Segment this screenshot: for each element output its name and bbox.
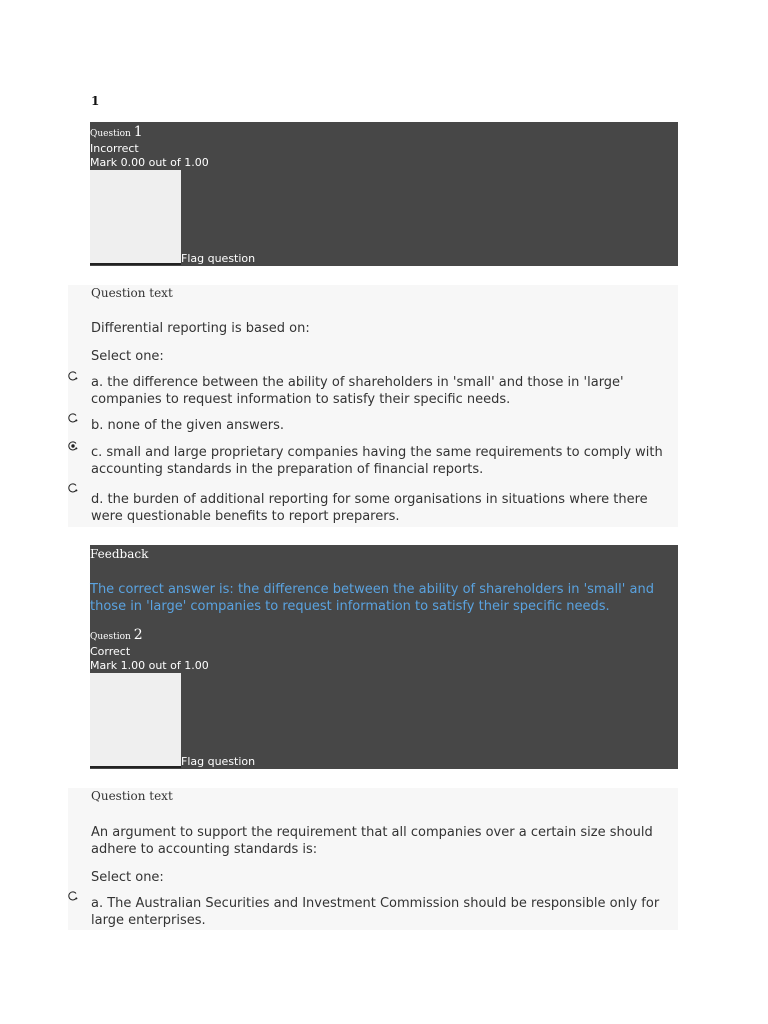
feedback-text: The correct answer is: the difference between the ability of shareholders in 'small' and those in 'large' companies to request information to satisfy their specific needs. (90, 582, 654, 614)
answer-text: a. the difference between the ability of shareholders in 'small' and those in 'large' companies to request information to satisfy their specific needs. (91, 375, 624, 407)
question-text-label: Question text (91, 286, 173, 300)
question-label: Question (90, 129, 131, 139)
feedback-label: Feedback (90, 547, 149, 561)
answer-option-a[interactable] (91, 374, 677, 408)
question-number (90, 125, 143, 141)
select-one-prompt: Select one: (91, 870, 164, 885)
question-2-info (90, 625, 678, 769)
radio-checked-icon[interactable] (68, 441, 78, 451)
select-one-prompt: Select one: (91, 349, 164, 364)
flag-question-link[interactable]: Flag question (181, 755, 256, 768)
feedback-panel (90, 545, 678, 625)
answer-text: d. the burden of additional reporting for some organisations in situations where there were questionable benefits to report preparers. (91, 492, 648, 524)
radio-unchecked-icon[interactable] (68, 371, 78, 381)
question-number-value: 2 (133, 627, 143, 643)
question-text: Differential reporting is based on: (91, 321, 310, 336)
answer-text: c. small and large proprietary companies having the same requirements to comply with accounting standards in the preparation of financial reports. (91, 445, 663, 477)
answer-text: b. none of the given answers. (91, 418, 284, 433)
answer-option-b[interactable] (91, 417, 677, 434)
question-text: An argument to support the requirement that all companies over a certain size should adhere to accounting standards is: (91, 825, 653, 857)
radio-unchecked-icon[interactable] (68, 413, 78, 423)
flag-icon-image[interactable] (90, 170, 181, 265)
question-label: Question (90, 632, 131, 642)
question-number-value: 1 (133, 124, 143, 140)
answer-text: a. The Australian Securities and Investment Commission should be responsible only for large enterprises. (91, 896, 660, 928)
question-2-content (68, 788, 678, 930)
question-state: Incorrect (90, 142, 139, 155)
question-state: Correct (90, 645, 131, 658)
question-1-content (68, 285, 678, 527)
question-grade: Mark 1.00 out of 1.00 (90, 659, 209, 672)
question-1-info (90, 122, 678, 266)
flag-question-link[interactable]: Flag question (181, 252, 256, 265)
question-grade: Mark 0.00 out of 1.00 (90, 156, 209, 169)
answer-option-c[interactable] (91, 444, 677, 478)
answer-option-d[interactable] (91, 491, 677, 525)
question-text-label: Question text (91, 789, 173, 803)
radio-unchecked-icon[interactable] (68, 891, 78, 901)
flag-icon-image[interactable] (90, 673, 181, 768)
question-number (90, 628, 143, 644)
page-number: 1 (91, 94, 100, 108)
answer-option-a[interactable] (91, 895, 677, 929)
radio-unchecked-icon[interactable] (68, 483, 78, 493)
